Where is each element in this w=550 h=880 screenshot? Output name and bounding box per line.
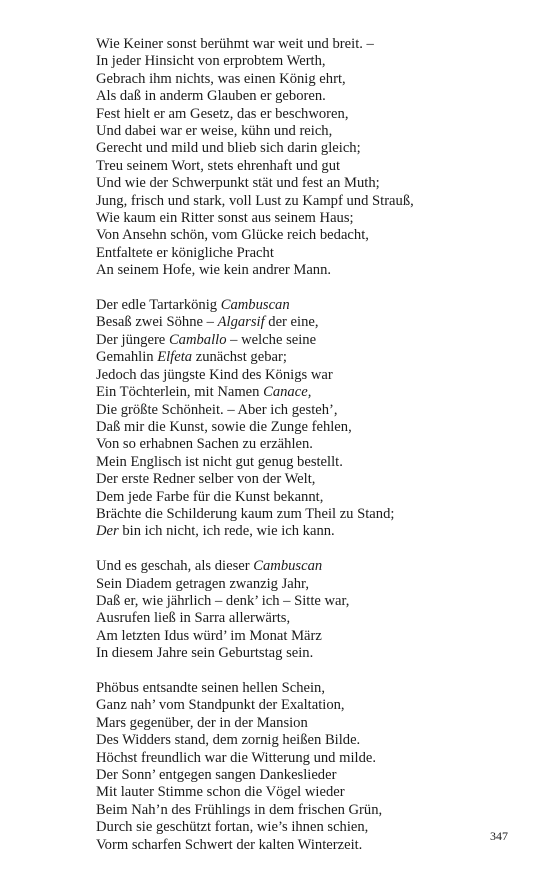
verse-line: Jung, frisch und stark, voll Lust zu Kampf und Strauß, bbox=[96, 192, 414, 209]
verse-line: An seinem Hofe, wie kein andrer Mann. bbox=[96, 262, 332, 279]
stanza bbox=[96, 297, 516, 541]
verse-line: Der edle Tartarkönig Cambuscan bbox=[96, 297, 290, 314]
verse-line: Und wie der Schwerpunkt stät und fest an Muth; bbox=[96, 175, 380, 192]
verse-line: Gebrach ihm nichts, was einen König ehrt, bbox=[96, 70, 346, 87]
poem-text bbox=[96, 36, 516, 871]
stanza bbox=[96, 558, 516, 662]
verse-line: Der bin ich nicht, ich rede, wie ich kann. bbox=[96, 523, 335, 540]
verse-line: Gemahlin Elfeta zunächst gebar; bbox=[96, 349, 287, 366]
verse-line: Der Sonn’ entgegen sangen Dankeslieder bbox=[96, 767, 337, 784]
verse-line: Vorm scharfen Schwert der kalten Winterzeit. bbox=[96, 836, 363, 853]
verse-line: Durch sie geschützt fortan, wie’s ihnen schien, bbox=[96, 819, 369, 836]
verse-line: In jeder Hinsicht von erprobtem Werth, bbox=[96, 53, 326, 70]
verse-line: Die größte Schönheit. – Aber ich gesteh’, bbox=[96, 401, 338, 418]
verse-line: Ein Töchterlein, mit Namen Canace, bbox=[96, 384, 312, 401]
verse-line: Sein Diadem getragen zwanzig Jahr, bbox=[96, 575, 309, 592]
stanza bbox=[96, 36, 516, 280]
verse-line: Wie kaum ein Ritter sonst aus seinem Haus; bbox=[96, 210, 354, 227]
verse-line: Daß er, wie jährlich – denk’ ich – Sitte war, bbox=[96, 592, 350, 609]
verse-line: Brächte die Schilderung kaum zum Theil zu Stand; bbox=[96, 505, 395, 522]
verse-line: Und es geschah, als dieser Cambuscan bbox=[96, 558, 323, 575]
verse-line: Phöbus entsandte seinen hellen Schein, bbox=[96, 679, 325, 696]
verse-line: Höchst freundlich war die Witterung und milde. bbox=[96, 749, 377, 766]
verse-line: Gerecht und mild und blieb sich darin gleich; bbox=[96, 140, 361, 157]
verse-line: Treu seinem Wort, stets ehrenhaft und gut bbox=[96, 157, 341, 174]
verse-line: Mars gegenüber, der in der Mansion bbox=[96, 714, 308, 731]
verse-line: Dem jede Farbe für die Kunst bekannt, bbox=[96, 488, 324, 505]
verse-line: Als daß in anderm Glauben er geboren. bbox=[96, 88, 326, 105]
verse-line: Der jüngere Camballo – welche seine bbox=[96, 331, 317, 348]
verse-line: Und dabei war er weise, kühn und reich, bbox=[96, 123, 333, 140]
verse-line: Des Widders stand, dem zornig heißen Bilde. bbox=[96, 732, 361, 749]
verse-line: Entfaltete er königliche Pracht bbox=[96, 244, 274, 261]
verse-line: Beim Nah’n des Frühlings in dem frischen Grün, bbox=[96, 801, 383, 818]
verse-line: Am letzten Idus würd’ im Monat März bbox=[96, 627, 322, 644]
verse-line: Ganz nah’ vom Standpunkt der Exaltation, bbox=[96, 697, 345, 714]
page-number: 347 bbox=[490, 829, 508, 843]
verse-line: Ausrufen ließ in Sarra allerwärts, bbox=[96, 610, 291, 627]
verse-line: Mein Englisch ist nicht gut genug bestellt. bbox=[96, 453, 343, 470]
verse-line: Mit lauter Stimme schon die Vögel wieder bbox=[96, 784, 345, 801]
verse-line: Der erste Redner selber von der Welt, bbox=[96, 471, 316, 488]
verse-line: Von Ansehn schön, vom Glücke reich bedacht, bbox=[96, 227, 369, 244]
verse-line: Daß mir die Kunst, sowie die Zunge fehlen, bbox=[96, 418, 352, 435]
verse-line: Von so erhabnen Sachen zu erzählen. bbox=[96, 436, 313, 453]
verse-line: Wie Keiner sonst berühmt war weit und breit. – bbox=[96, 36, 374, 52]
verse-line: Besaß zwei Söhne – Algarsif der eine, bbox=[96, 314, 319, 331]
stanza bbox=[96, 680, 516, 854]
verse-line: Fest hielt er am Gesetz, das er beschworen, bbox=[96, 105, 349, 122]
verse-line: Jedoch das jüngste Kind des Königs war bbox=[96, 366, 333, 383]
verse-line: In diesem Jahre sein Geburtstag sein. bbox=[96, 645, 314, 662]
